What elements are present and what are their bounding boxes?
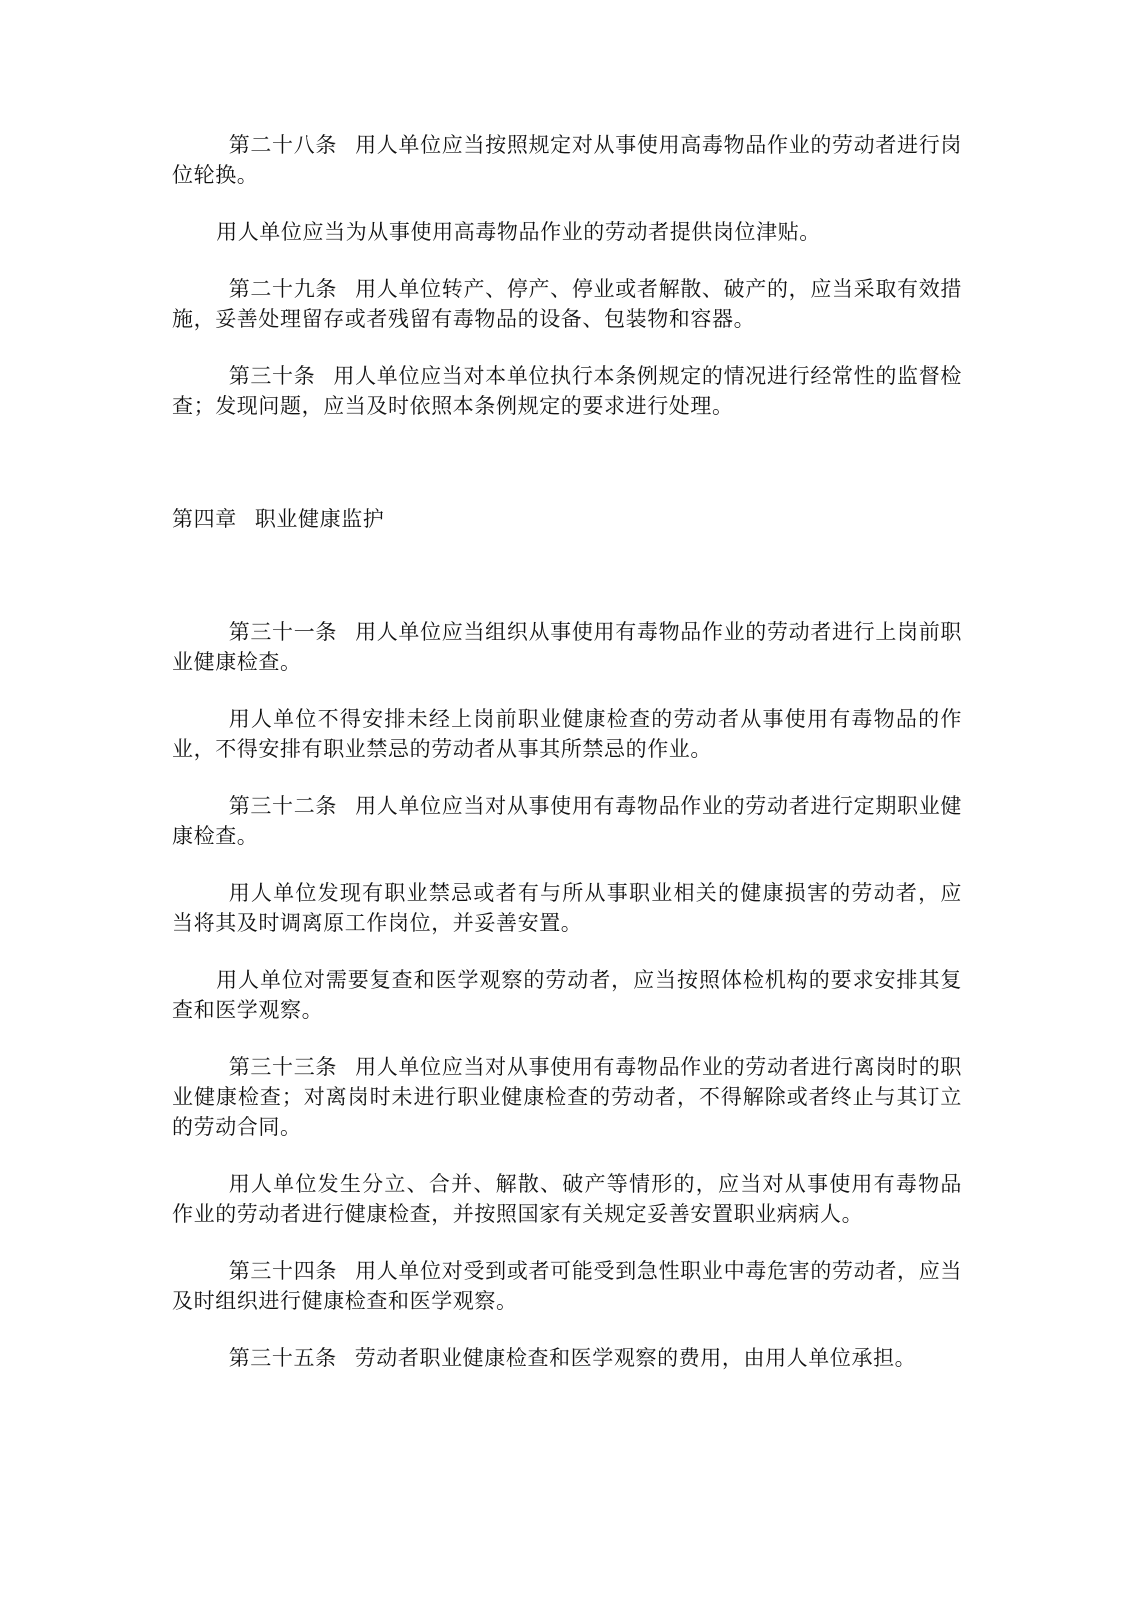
article-number: 第二十九条 (228, 277, 338, 301)
article-text: 用人单位应当对从事使用有毒物品作业的劳动者进行定期职业健康检查。 (172, 794, 962, 848)
paragraph-text: 用人单位发现有职业禁忌或者有与所从事职业相关的健康损害的劳动者，应当将其及时调离原工作岗位，并妥善安置。 (172, 881, 962, 935)
article-number: 第三十四条 (228, 1259, 338, 1283)
paragraph-text: 用人单位发生分立、合并、解散、破产等情形的，应当对从事使用有毒物品作业的劳动者进行健康检查，并按照国家有关规定妥善安置职业病病人。 (172, 1172, 962, 1226)
paragraph-text: 用人单位不得安排未经上岗前职业健康检查的劳动者从事使用有毒物品的作业，不得安排有职业禁忌的劳动者从事其所禁忌的作业。 (172, 707, 962, 761)
article-number: 第三十三条 (228, 1055, 338, 1079)
paragraph (172, 1169, 962, 1229)
article-text: 用人单位应当组织从事使用有毒物品作业的劳动者进行上岗前职业健康检查。 (172, 620, 962, 674)
article-34-paragraph (172, 1256, 962, 1316)
article-number: 第二十八条 (228, 133, 338, 157)
article-30-paragraph (172, 361, 962, 421)
paragraph (172, 878, 962, 938)
chapter-number: 第四章 (172, 507, 237, 531)
article-number: 第三十条 (228, 364, 316, 388)
chapter-title: 职业健康监护 (254, 507, 385, 531)
paragraph-text: 用人单位对需要复查和医学观察的劳动者，应当按照体检机构的要求安排其复查和医学观察。 (172, 968, 962, 1022)
chapter-heading (172, 504, 962, 534)
article-number: 第三十二条 (228, 794, 338, 818)
article-text: 劳动者职业健康检查和医学观察的费用，由用人单位承担。 (354, 1346, 917, 1370)
article-number: 第三十五条 (228, 1346, 337, 1370)
paragraph (172, 965, 962, 1025)
article-text: 用人单位转产、停产、停业或者解散、破产的，应当采取有效措施，妥善处理留存或者残留有毒物品的设备、包装物和容器。 (172, 277, 962, 331)
article-28-paragraph (172, 130, 962, 190)
article-31-paragraph (172, 617, 962, 677)
article-29-paragraph (172, 274, 962, 334)
article-text: 用人单位应当对从事使用有毒物品作业的劳动者进行离岗时的职业健康检查；对离岗时未进行职业健康检查的劳动者，不得解除或者终止与其订立的劳动合同。 (172, 1055, 962, 1139)
paragraph-text: 用人单位应当为从事使用高毒物品作业的劳动者提供岗位津贴。 (216, 220, 821, 244)
paragraph (172, 217, 962, 247)
paragraph (172, 704, 962, 764)
article-text: 用人单位对受到或者可能受到急性职业中毒危害的劳动者，应当及时组织进行健康检查和医学观察。 (172, 1259, 962, 1313)
article-number: 第三十一条 (228, 620, 338, 644)
article-35-paragraph (172, 1343, 962, 1373)
article-text: 用人单位应当对本单位执行本条例规定的情况进行经常性的监督检查；发现问题，应当及时依照本条例规定的要求进行处理。 (172, 364, 962, 418)
article-text: 用人单位应当按照规定对从事使用高毒物品作业的劳动者进行岗位轮换。 (172, 133, 962, 187)
article-32-paragraph (172, 791, 962, 851)
article-33-paragraph (172, 1052, 962, 1142)
document-page (172, 130, 962, 1373)
